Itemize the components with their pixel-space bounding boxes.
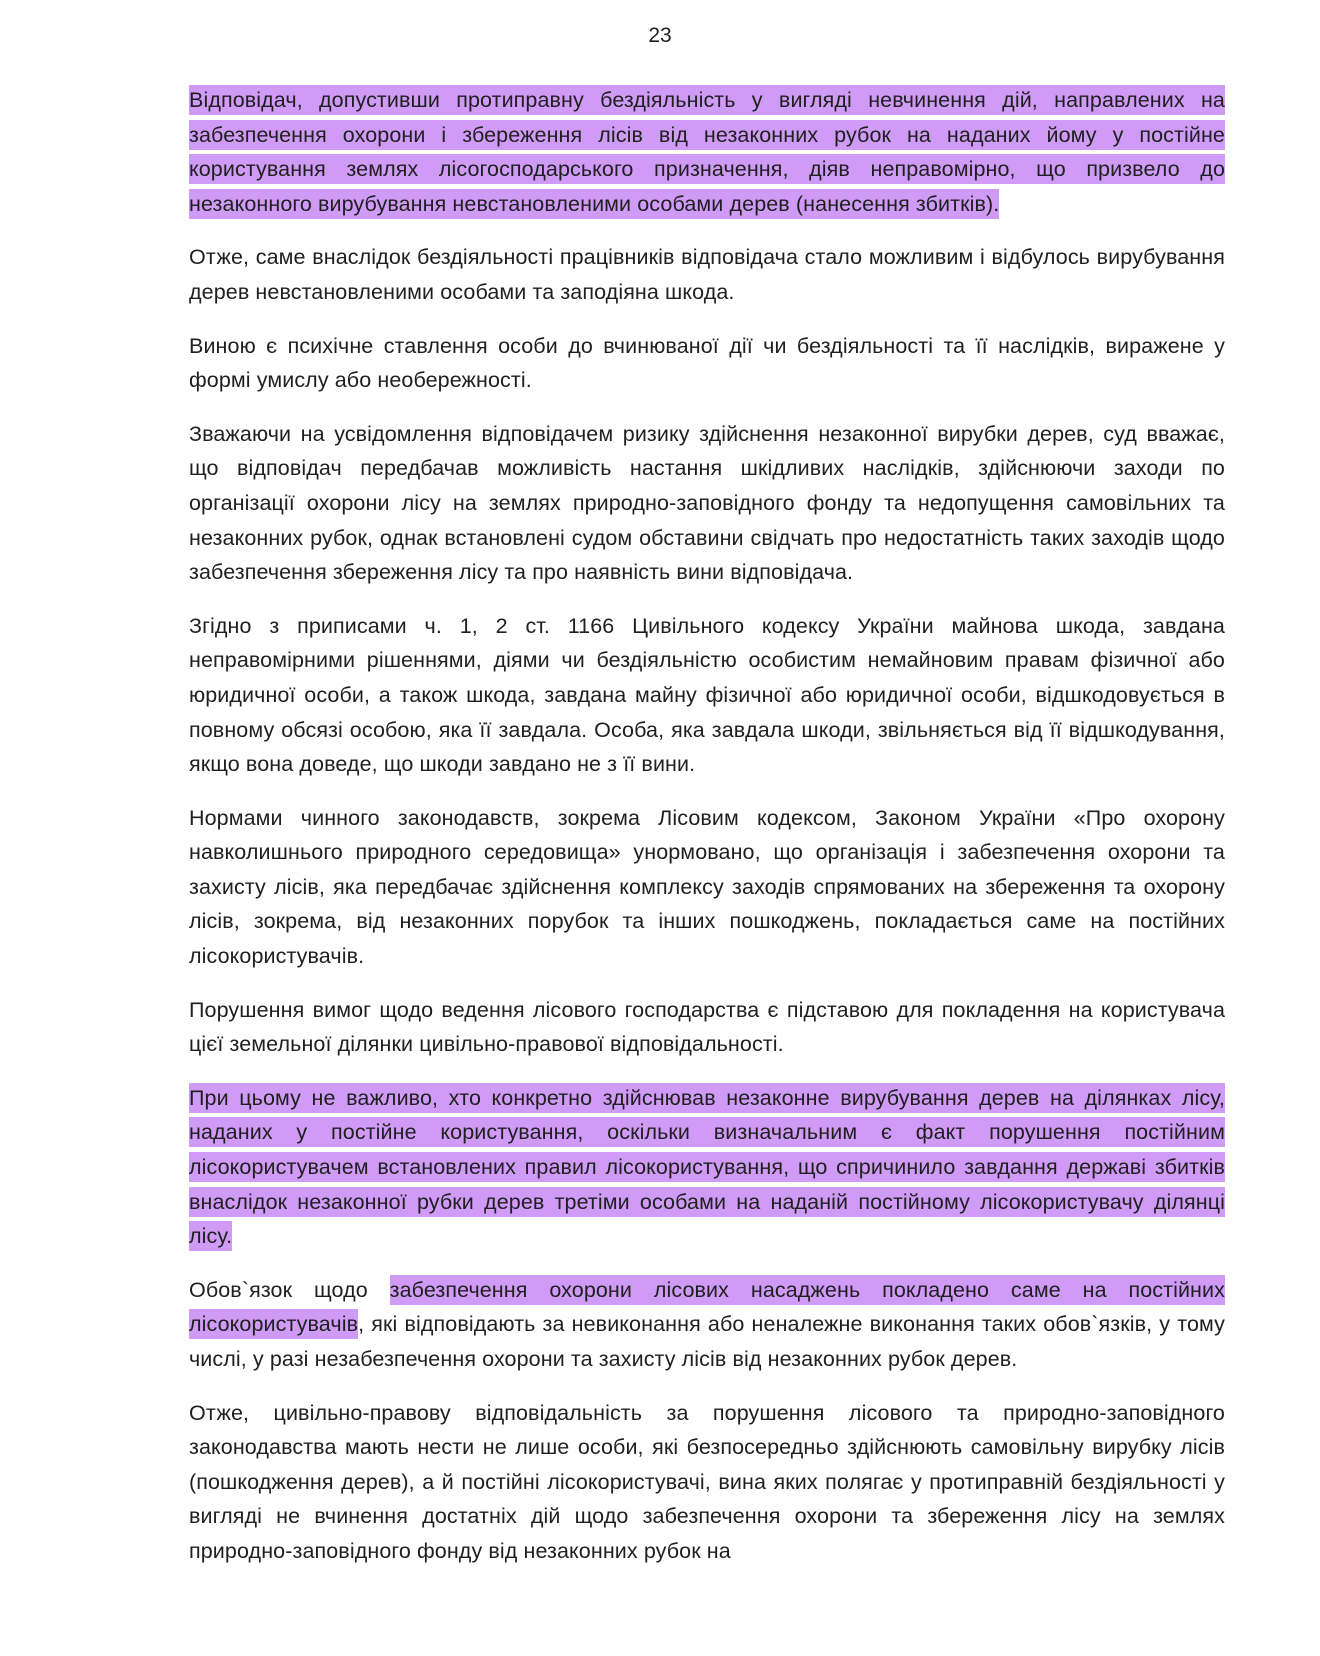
paragraph-text: , які відповідають за невиконання або неналежне виконання таких обов`язків, у тому числі, у разі незабезпечення охорони та захисту лісів від незаконних рубок дерев. — [189, 1312, 1225, 1371]
paragraph-6: Нормами чинного законодавств, зокрема Лісовим кодексом, Законом України «Про охорону навколишнього природного середовища» унормовано, що організація і забезпечення охорони та захисту лісів, яка передбачає здійснення комплексу заходів спрямованих на збереження та охорону лісів, зокрема, від незаконних порубок та інших пошкоджень, покладається саме на постійних лісокористувачів. — [189, 805, 1225, 969]
document-body — [189, 83, 1225, 1588]
highlighted-text: забезпечення охорони лісових насаджень покладено саме на постійних лісокористувачів — [189, 1275, 1225, 1340]
paragraph-10: Отже, цивільно-правову відповідальність за порушення лісового та природно-заповідного законодавства мають нести не лише особи, які безпосередньо здійснюють самовільну вирубку лісів (пошкодження дерев), а й постійні лісокористувачі, вина яких полягає у протиправній бездіяльності у вигляді не вчинення достатніх дій щодо забезпечення охорони та збереження лісу на землях природно-заповідного фонду від незаконних рубок на — [189, 1400, 1225, 1563]
paragraph-1 — [189, 83, 1225, 221]
paragraph-5: Згідно з приписами ч. 1, 2 ст. 1166 Цивільного кодексу України майнова шкода, завдана неправомірними рішеннями, діями чи бездіяльністю особистим немайновим правам фізичної або юридичної особи, а також шкода, завдана майну фізичної або юридичної особи, відшкодовується в повному обсязі особою, яка її завдала. Особа, яка завдала шкоди, звільняється від її відшкодування, якщо вона доведе, що шкоди завдано не з її вини. — [189, 613, 1225, 777]
paragraph-7: Порушення вимог щодо ведення лісового господарства є підставою для покладення на користувача цієї земельної ділянки цивільно-правової відповідальності. — [189, 997, 1225, 1057]
page-number: 23 — [648, 24, 672, 47]
highlighted-text: Відповідач, допустивши протиправну бездіяльність у вигляді невчинення дій, направлених на забезпечення охорони і збереження лісів від незаконних рубок на наданих йому у постійне користування землях лісогосподарського призначення, діяв неправомірно, що призвело до незаконного вирубування невстановленими особами дерев (нанесення збитків). — [189, 85, 1225, 219]
highlighted-text: При цьому не важливо, хто конкретно здійснював незаконне вирубування дерев на ділянках лісу, наданих у постійне користування, оскільки визначальним є факт порушення постійним лісокористувачем встановлених правил лісокористування, що спричинило завдання державі збитків внаслідок незаконної рубки дерев третіми особами на наданій постійному лісокористувачу ділянці лісу. — [189, 1083, 1225, 1251]
paragraph-9 — [189, 1273, 1225, 1377]
paragraph-text: Обов`язок щодо — [189, 1277, 390, 1302]
paragraph-3: Виною є психічне ставлення особи до вчинюваної дії чи бездіяльності та її наслідків, виражене у формі умислу або необережності. — [189, 333, 1225, 393]
paragraph-4: Зважаючи на усвідомлення відповідачем ризику здійснення незаконної вирубки дерев, суд вважає, що відповідач передбачав можливість настання шкідливих наслідків, здійснюючи заходи по організації охорони лісу на землях природно-заповідного фонду та недопущення самовільних та незаконних рубок, однак встановлені судом обставини свідчать про недостатність таких заходів щодо забезпечення збереження лісу та про наявність вини відповідача. — [189, 421, 1225, 585]
paragraph-8 — [189, 1081, 1225, 1254]
paragraph-2: Отже, саме внаслідок бездіяльності працівників відповідача стало можливим і відбулось вирубування дерев невстановленими особами та заподіяна шкода. — [189, 245, 1225, 304]
